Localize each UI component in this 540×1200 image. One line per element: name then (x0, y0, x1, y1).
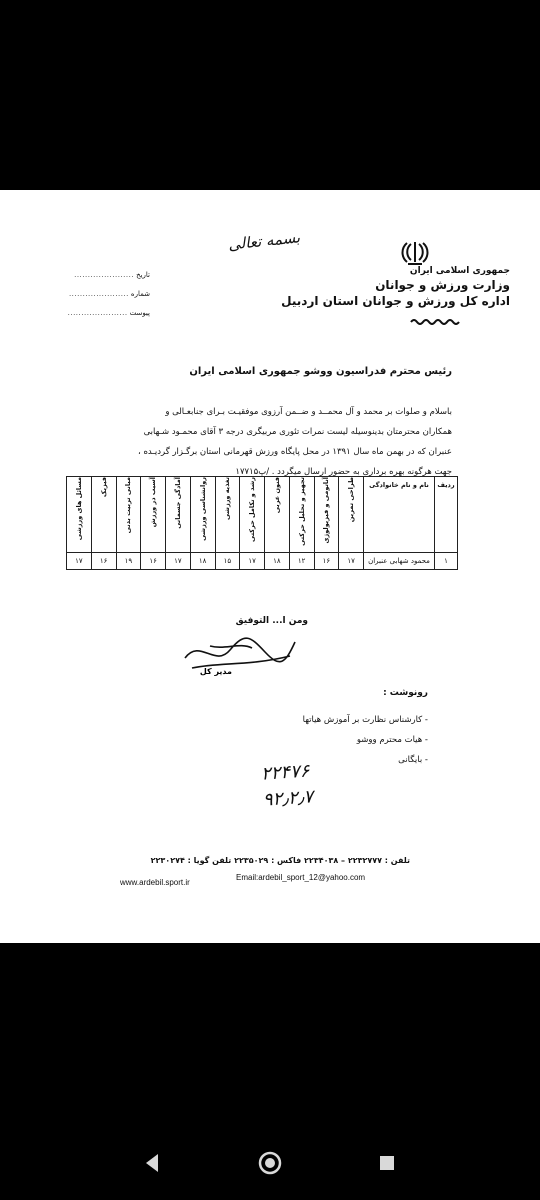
table-cell: ۱۸ (265, 552, 290, 569)
cc-item-label: هیات محترم ووشو (356, 735, 423, 745)
table-cell: ۱۹ (116, 552, 141, 569)
header-label: تجهیز و تحلیل حرکتی (297, 477, 306, 546)
header-label: طراحی تمرین (347, 477, 356, 523)
letter-page (0, 190, 540, 943)
ornament-icon (410, 318, 462, 326)
letterhead (281, 266, 510, 308)
cc-item-label: کارشناس نظارت بر آموزش هیاتها (302, 715, 423, 725)
attachment-label: پیوست (129, 309, 150, 317)
header-label: فیزیک (99, 477, 108, 498)
table-cell: ۱۶ (141, 552, 166, 569)
table-cell: ۱۷ (240, 552, 265, 569)
number-label: شماره (130, 290, 150, 298)
table-cell: ۱۷ (67, 552, 92, 569)
header-cell (314, 477, 339, 553)
dots: ...................... (74, 271, 135, 279)
recents-icon[interactable] (372, 1148, 402, 1178)
letter-body (72, 402, 452, 482)
website-link[interactable]: www.ardebil.sport.ir (120, 878, 190, 887)
cc-item: - کارشناس نظارت بر آموزش هیاتها (302, 715, 428, 725)
bismillah: بسمه تعالی (227, 228, 301, 254)
home-icon[interactable] (255, 1148, 285, 1178)
handwritten-note (260, 758, 314, 813)
body-line: باسلام و صلوات بر محمد و آل محمــد و ضــمن آرزوی موفقیـت بـرای جنابعـالی و (165, 407, 452, 417)
dots: ...................... (68, 290, 129, 298)
header-label: روانشناسی ورزشی (198, 477, 207, 541)
header-label: آمادگی جسمانی (173, 477, 182, 529)
header-label: فنون عربی (272, 477, 281, 514)
table-cell: ۱۸ (190, 552, 215, 569)
header-cell (190, 477, 215, 553)
body-line: همکاران محترمتان بدینوسیله لیست نمرات تئوری مربیگری درجه ۳ آقای محمـود شـهابی (143, 427, 452, 437)
signature-caption: مدیر کل (199, 667, 232, 676)
cc-item-label: بایگانی (398, 755, 423, 765)
iran-emblem-icon (400, 240, 430, 266)
closing-phrase: ومن ا... التوفیق (235, 616, 308, 626)
header-cell (67, 477, 92, 553)
back-icon[interactable] (138, 1148, 168, 1178)
ministry-name: وزارت ورزش و جوانان (375, 278, 510, 292)
letter-meta (40, 266, 150, 323)
handwritten-date: ۹۲٫۲٫۷ (262, 786, 314, 811)
header-cell: ردیف (435, 477, 458, 553)
cc-item: - هیات محترم ووشو (356, 735, 428, 745)
table-cell: ۱۶ (91, 552, 116, 569)
header-label: مبانی تربیت بدنی (124, 477, 133, 534)
header-cell (116, 477, 141, 553)
table-cell: ۱۶ (314, 552, 339, 569)
header-cell (215, 477, 240, 553)
header-cell (265, 477, 290, 553)
header-cell (91, 477, 116, 553)
table-cell: ۱۲ (289, 552, 314, 569)
header-cell (166, 477, 191, 553)
email-link[interactable]: Email:ardebil_sport_12@yahoo.com (236, 873, 366, 882)
table-cell: ۱۷ (339, 552, 364, 569)
header-label: تغذیه ورزشی (223, 477, 232, 521)
header-label: مسائل های ورزشی (74, 477, 83, 541)
recipient: رئیس محترم فدراسیون ووشو جمهوری اسلامی ایران (189, 366, 452, 377)
body-line: عنبران که در بهمن ماه سال ۱۳۹۱ در محل پایگاه ورزش قهرمانی استان برگـزار گردیـده ، (138, 447, 452, 457)
header-label: آناتومی و فیزیولوژی (322, 477, 331, 544)
header-cell (240, 477, 265, 553)
office-name: اداره کل ورزش و جوانان استان اردبیل (281, 294, 510, 308)
header-cell (141, 477, 166, 553)
dots: ...................... (67, 309, 128, 317)
signature-icon (180, 628, 300, 678)
table-header-row (67, 477, 458, 553)
cc-title: رونوشت : (383, 688, 428, 698)
table-row (67, 552, 458, 569)
header-cell: نام و نام خانوادگی (364, 477, 435, 553)
country-name: جمهوری اسلامی ایران (409, 266, 510, 276)
date-label: تاریخ (136, 271, 150, 279)
table-cell: محمود شهابی عنبران (364, 552, 435, 569)
table-cell: ۱۷ (166, 552, 191, 569)
grades-table (66, 476, 458, 570)
cc-item: - بایگانی (398, 755, 428, 765)
header-label: آسیب در ورزش (149, 477, 158, 528)
cc-list (303, 710, 428, 770)
handwritten-number: ۲۲۴۷۶ (260, 760, 311, 785)
header-cell (289, 477, 314, 553)
contact-phones: تلفن : ۲۲۳۲۷۷۷ – ۲۲۳۴۰۳۸ فاکس : ۲۲۳۵۰۲۹ تلفن گویا : ۲۲۳۰۲۷۴ (150, 856, 410, 865)
body-line: جهت هرگونه بهره برداری به حضور ارسال میگردد . /پ۱۷۷۱۵ (235, 467, 452, 477)
table-cell: ۱۵ (215, 552, 240, 569)
android-nav-bar (0, 1130, 540, 1200)
header-cell (339, 477, 364, 553)
header-label: رشد و تکامل حرکتی (248, 477, 257, 542)
table-cell: ۱ (435, 552, 458, 569)
